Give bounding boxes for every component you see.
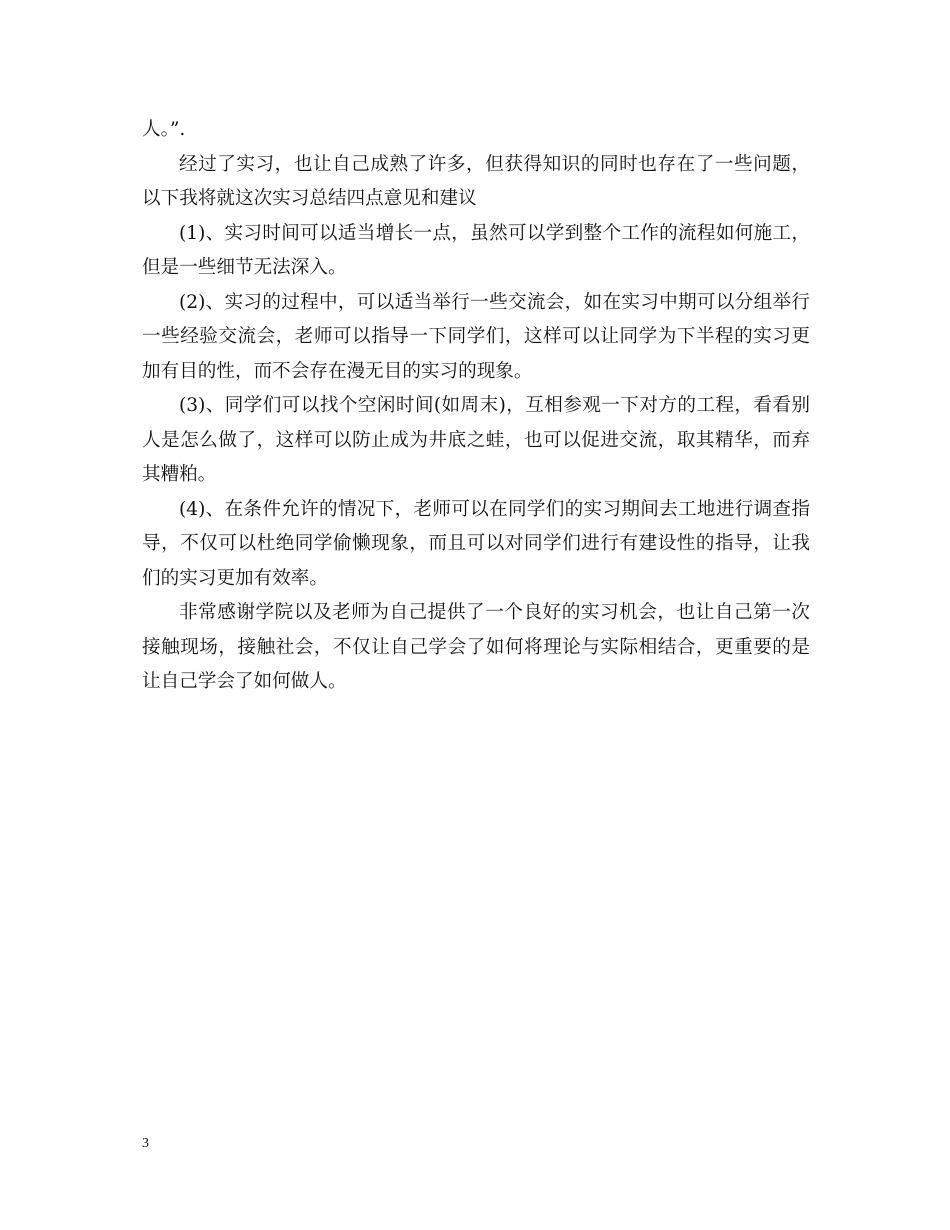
paragraph-suggestion-1: (1)、实习时间可以适当增长一点，虽然可以学到整个工作的流程如何施工，但是一些细节无法深入。 bbox=[142, 222, 810, 278]
paragraph-suggestion-2: (2)、实习的过程中，可以适当举行一些交流会，如在实习中期可以分组举行一些经验交流会，老师可以指导一下同学们，这样可以让同学为下半程的实习更加有目的性，而不会存在漫无目的实习的现象。 bbox=[142, 291, 810, 382]
paragraph-suggestion-3: (3)、同学们可以找个空闲时间(如周末)，互相参观一下对方的工程，看看别人是怎么做了，这样可以防止成为井底之蛙，也可以促进交流，取其精华，而弃其糟粕。 bbox=[142, 395, 810, 485]
paragraph-intro: 经过了实习，也让自己成熟了许多，但获得知识的同时也存在了一些问题，以下我将就这次实习总结四点意见和建议 bbox=[142, 153, 810, 209]
document-body bbox=[142, 113, 810, 700]
page-number: 3 bbox=[142, 1136, 149, 1151]
paragraph-conclusion: 非常感谢学院以及老师为自己提供了一个良好的实习机会，也让自己第一次接触现场，接触社会，不仅让自己学会了如何将理论与实际相结合，更重要的是让自己学会了如何做人。 bbox=[142, 602, 810, 692]
paragraph-suggestion-4: (4)、在条件允许的情况下，老师可以在同学们的实习期间去工地进行调查指导，不仅可以杜绝同学偷懒现象，而且可以对同学们进行有建设性的指导，让我们的实习更加有效率。 bbox=[142, 498, 810, 589]
paragraph-continuation: 人。”. bbox=[142, 119, 186, 140]
